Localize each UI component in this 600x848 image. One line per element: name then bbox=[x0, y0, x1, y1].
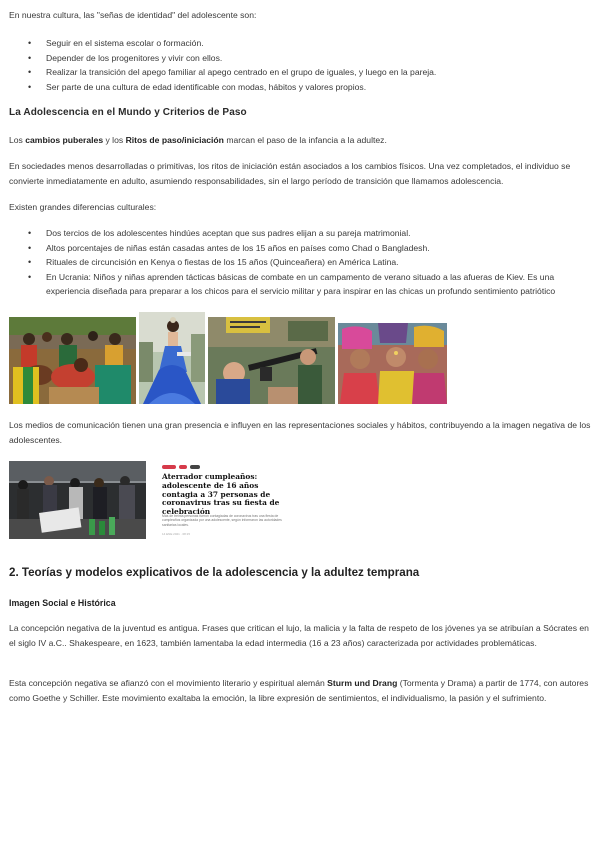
list-item: • Ser parte de una cultura de edad identificable con modas, hábitos y valores propios. bbox=[9, 80, 594, 95]
intro-text: En nuestra cultura, las "señas de identidad" del adolescente son: bbox=[9, 10, 257, 20]
rites-paragraph: Los cambios puberales y los Ritos de paso/iniciación marcan el paso de la infancia a la adultez. bbox=[9, 135, 387, 145]
cultural-list bbox=[9, 226, 594, 299]
media-paragraph: Los medios de comunicación tienen una gran presencia e influyen en las representaciones sociales y hábitos, contribuyendo a la imagen negativa de los adolescentes. bbox=[9, 420, 591, 445]
list-item: • Dos tercios de los adolescentes hindúes aceptan que sus padres elijan a su pareja matrimonial. bbox=[9, 226, 594, 241]
list-item: • Altos porcentajes de niñas están casadas antes de los 15 años en países como Chad o Bangladesh. bbox=[9, 241, 594, 256]
bold-term: Ritos de paso/iniciación bbox=[125, 135, 224, 145]
news-meta: 14 ENE 2021 · 08:15 bbox=[162, 532, 191, 536]
list-item: • En Ucrania: Niños y niñas aprenden tácticas básicas de combate en un campamento de verano situado a las afueras de Kiev. Es una experiencia diseñada para preparar a los chicos para el servicio militar y para inspirar en las chicas un profundo sentimiento patriótico bbox=[9, 270, 594, 299]
photo-child-brides bbox=[338, 323, 447, 404]
photo-circumcision-ritual bbox=[9, 317, 136, 404]
section-heading-world: La Adolescencia en el Mundo y Criterios de Paso bbox=[9, 107, 247, 118]
societies-paragraph: En sociedades menos desarrolladas o primitivas, los ritos de iniciación están asociados a los cambios físicos. Una vez completados, el individuo se convierte inmediatamente en adulto, asumiendo responsabilidades, sin el largo período de transición que llamamos adolescencia. bbox=[9, 161, 571, 186]
differences-intro: Existen grandes diferencias culturales: bbox=[9, 202, 157, 212]
bold-term: cambios puberales bbox=[25, 135, 104, 145]
photo-party-crowd bbox=[9, 461, 146, 539]
subheading-social-image: Imagen Social e Histórica bbox=[9, 598, 116, 608]
negative-conception-paragraph: La concepción negativa de la juventud es antigua. Frases que critican el lujo, la malicia y la falta de respeto de los jóvenes ya se atribuían a Sócrates en el siglo IV a.C.. Shakespeare, en 1623, también lamentaba la edad intermedia (16 a 23 años) caracterizada por actividades problemáticas. bbox=[9, 623, 589, 648]
news-clipping bbox=[159, 461, 291, 539]
news-tags bbox=[162, 465, 200, 469]
news-subtext: Más de treinta personas fueron contagiadas de coronavirus tras una fiesta de cumpleaños organizada por una adolescente, según informaron las autoridades sanitarias locales. bbox=[162, 514, 282, 527]
list-item: • Rituales de circuncisión en Kenya o fiestas de los 15 años (Quinceañera) en América Latina. bbox=[9, 255, 594, 270]
section-heading-theories: 2. Teorías y modelos explicativos de la adolescencia y la adultez temprana bbox=[9, 566, 420, 579]
sturm-und-drang-paragraph: Esta concepción negativa se afianzó con el movimiento literario y espiritual alemán Sturm und Drang (Tormenta y Drama) a partir de 1774, con autores como Goethe y Schiller. Este movimiento exaltaba la emoción, la libre expresión de sentimientos, el individualismo, la pasión y el sufrimiento. bbox=[9, 678, 589, 703]
list-item: • Depender de los progenitores y vivir con ellos. bbox=[9, 51, 594, 66]
photo-quinceanera bbox=[139, 312, 205, 404]
list-item: • Seguir en el sistema escolar o formación. bbox=[9, 36, 594, 51]
news-headline: Aterrador cumpleaños: adolescente de 16 años contagia a 37 personas de coronavirus tras su fiesta de celebración bbox=[162, 472, 280, 517]
bold-term: Sturm und Drang bbox=[327, 678, 398, 688]
list-item: • Realizar la transición del apego familiar al apego centrado en el grupo de iguales, y luego en la pareja. bbox=[9, 65, 594, 80]
identity-list bbox=[9, 36, 594, 94]
photo-ukraine-camp bbox=[208, 317, 335, 404]
